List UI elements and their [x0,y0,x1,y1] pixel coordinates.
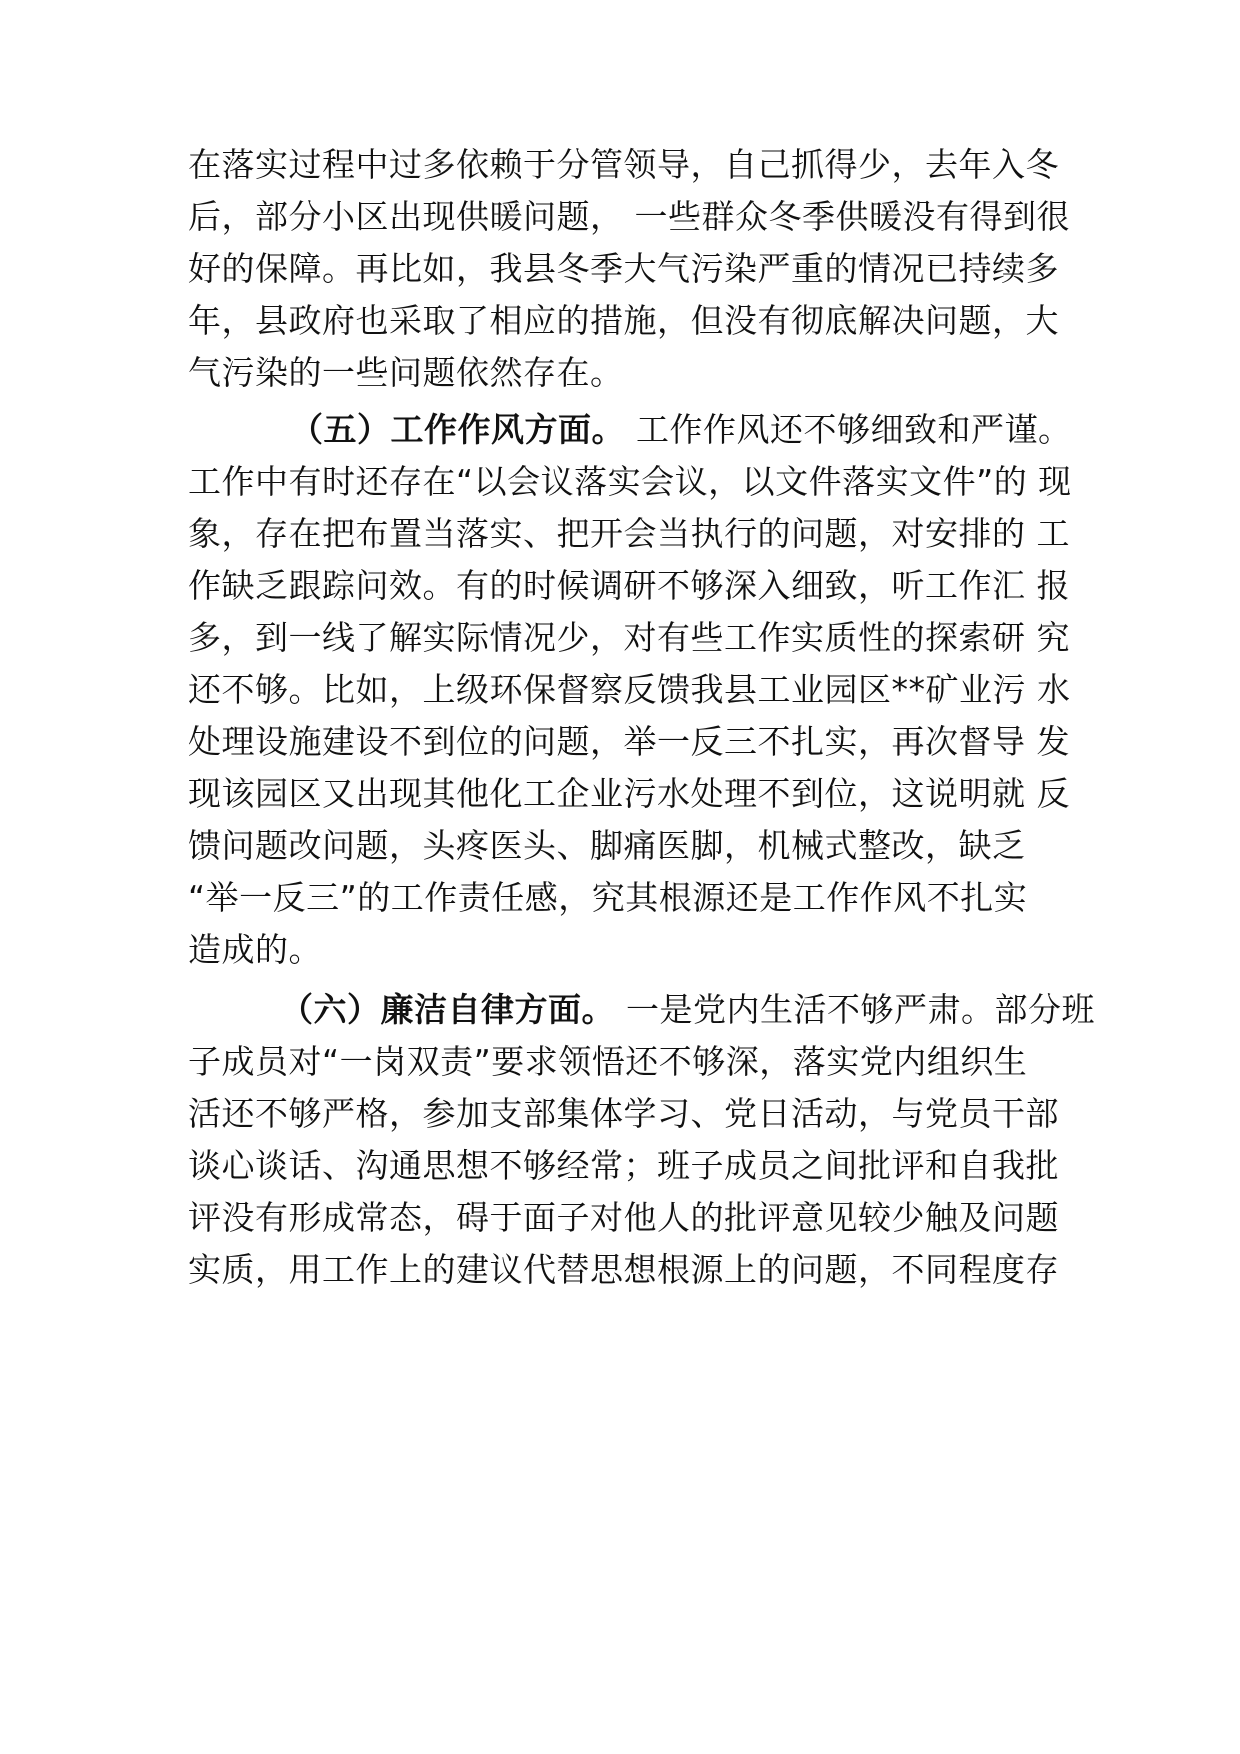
text-line: 作缺乏跟踪问效。有的时候调研不够深入细致，听工作汇 报 [188,566,1070,605]
section-6-first-line [280,990,1095,1030]
text-line: 活还不够严格，参加支部集体学习、党日活动，与党员干部 [188,1094,1059,1133]
section-6-heading: （六）廉洁自律方面。 [280,990,615,1029]
section-6-intro: 一是党内生活不够严肃。部分班 [615,990,1095,1029]
text-line: 处理设施建设不到位的问题，举一反三不扎实，再次督导 发 [188,722,1070,761]
text-line: 子成员对“一岗双责”要求领悟还不够深，落实党内组织生 [188,1042,1028,1081]
text-line: 评没有形成常态，碍于面子对他人的批评意见较少触及问题 [188,1198,1059,1237]
text-line: 好的保障。再比如，我县冬季大气污染严重的情况已持续多 [188,249,1059,288]
text-line: 工作中有时还存在“以会议落实会议，以文件落实文件”的 现 [188,462,1072,501]
text-line: 还不够。比如，上级环保督察反馈我县工业园区**矿业污 水 [188,670,1071,709]
text-line: 馈问题改问题，头疼医头、脚痛医脚，机械式整改，缺乏 [188,826,1026,865]
text-line: “举一反三”的工作责任感，究其根源还是工作作风不扎实 [188,878,1028,917]
text-line: 气污染的一些问题依然存在。 [188,353,624,392]
text-line: 多，到一线了解实际情况少，对有些工作实质性的探索研 究 [188,618,1070,657]
text-line: 造成的。 [188,930,322,969]
text-line: 象，存在把布置当落实、把开会当执行的问题，对安排的 工 [188,514,1070,553]
text-line: 年，县政府也采取了相应的措施，但没有彻底解决问题，大 [188,301,1059,340]
text-line: 谈心谈话、沟通思想不够经常；班子成员之间批评和自我批 [188,1146,1059,1185]
text-line: 在落实过程中过多依赖于分管领导，自己抓得少，去年入冬 [188,145,1059,184]
section-5-heading: （五）工作作风方面。 [290,410,625,449]
text-line: 实质，用工作上的建议代替思想根源上的问题，不同程度存 [188,1250,1059,1289]
text-line: 现该园区又出现其他化工企业污水处理不到位，这说明就 反 [188,774,1070,813]
section-5-first-line [290,410,1072,450]
section-5-intro: 工作作风还不够细致和严谨。 [625,410,1072,449]
text-line: 后，部分小区出现供暖问题， 一些群众冬季供暖没有得到很 [188,197,1070,236]
